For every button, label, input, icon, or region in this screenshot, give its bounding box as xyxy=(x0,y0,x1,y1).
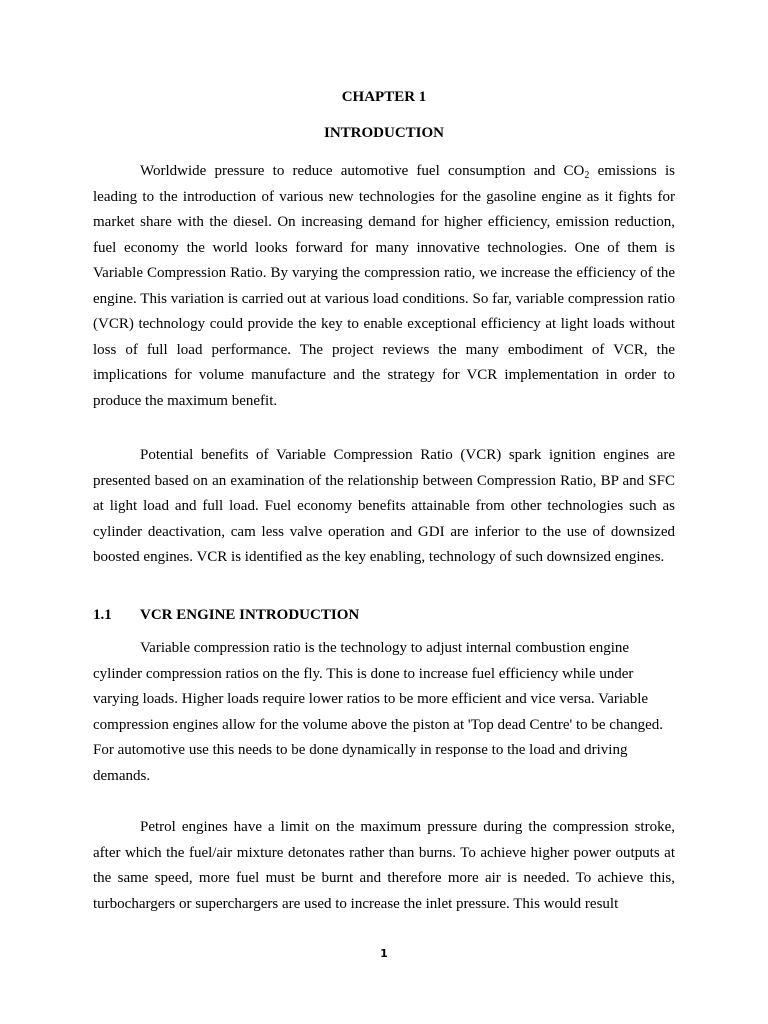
chapter-title: INTRODUCTION xyxy=(323,125,444,141)
section-number: 1.1 xyxy=(93,607,112,623)
paragraph-benefits: Potential benefits of Variable Compression Ratio (VCR) spark ignition engines are presented based on an examination of the relationship between Compression Ratio, BP and SFC at light load and full load. Fuel economy benefits attainable from other technologies such as cylinder deactivation, cam less valve operation and GDI are inferior to the use of downsized boosted engines. VCR is identified as the key enabling, technology of such downsized engines. xyxy=(93,447,675,565)
section-title: VCR ENGINE INTRODUCTION xyxy=(140,607,360,623)
paragraph-vcr-definition: Variable compression ratio is the technology to adjust internal combustion engine cylinder compression ratios on the fly. This is done to increase fuel efficiency while under varying loads. Higher loads require lower ratios to be more efficient and vice versa. Variable compression engines allow for the volume above the piston at 'Top dead Centre' to be changed. For automotive use this needs to be done dynamically in response to the load and driving demands. xyxy=(93,640,664,784)
paragraph-petrol-engines: Petrol engines have a limit on the maximum pressure during the compression stroke, after which the fuel/air mixture detonates rather than burns. To achieve higher power outputs at the same speed, more fuel must be burnt and therefore more air is needed. To achieve this, turbochargers or superchargers are used to increase the inlet pressure. This would result xyxy=(93,819,675,912)
paragraph-intro-text-end: emissions is leading to the introduction of various new technologies for the gasoline engine as it fights for market share with the diesel. On increasing demand for higher efficiency, emission reduction, fuel economy the world looks forward for many innovative technologies. One of them is Variable Compression Ratio. By varying the compression ratio, we increase the efficiency of the engine. This variation is carried out at various load conditions. So far, variable compression ratio (VCR) technology could provide the key to enable exceptional efficiency at light loads without loss of full load performance. The project reviews the many embodiment of VCR, the implications for volume manufacture and the strategy for VCR implementation in order to produce the maximum benefit. xyxy=(93,163,675,409)
section-heading xyxy=(93,605,359,625)
co2-subscript: 2 xyxy=(584,170,590,181)
paragraph-intro xyxy=(93,159,675,414)
paragraph-intro-text-start: Worldwide pressure to reduce automotive fuel consumption and CO xyxy=(140,163,585,179)
page-number: 1 xyxy=(380,947,388,960)
chapter-label: CHAPTER 1 xyxy=(341,89,427,105)
